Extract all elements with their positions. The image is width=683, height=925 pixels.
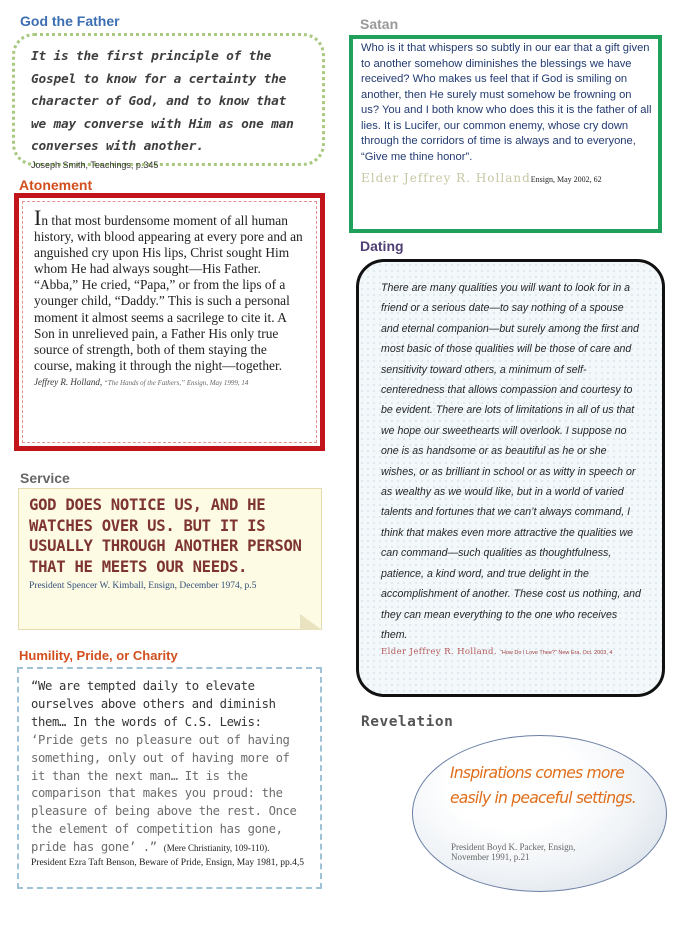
quote-citation: Joseph Smith, Teachings, p.345: [31, 159, 159, 170]
quote-citation: President Spencer W. Kimball, Ensign, December 1974, p.5: [29, 581, 257, 591]
quote-card-service: [18, 488, 322, 630]
page-curl-decoration: [300, 614, 322, 630]
heading-dating: Dating: [360, 238, 404, 254]
heading-satan: Satan: [360, 16, 399, 32]
quote-card-atonement: [14, 193, 325, 451]
quote-citation: [34, 377, 306, 387]
citation-author: Elder Jeffrey R. Holland.: [381, 647, 497, 658]
heading-service: Service: [20, 470, 70, 486]
quote-card-satan: [349, 35, 662, 233]
drop-cap: I: [34, 205, 42, 230]
citation-source: “The Hands of the Fathers,” Ensign, May 1999, 14: [103, 378, 249, 387]
quote-citation: President Ezra Taft Benson, Beware of Pride, Ensign, May 1981, pp.4,5: [31, 858, 305, 869]
citation-author: Jeffrey R. Holland,: [34, 376, 103, 387]
quote-citation: [381, 647, 644, 657]
heading-revelation: Revelation: [361, 714, 454, 730]
quote-text: There are many qualities you will want to look for in a friend or a serious date—to say nothing of a spouse and eternal companion—but surely among the first and most basic of those qualities will be those of care and sensitivity toward others, a minimum of self-centeredness that allows compassion and courtesy to be evident. There are lots of limitations in all of us that we hope our sweethearts will overlook. I suppose no one is as handsome or as beautiful as he or she wishes, or as brilliant in school or as witty in speech or as wealthy as we would like, but in a world of varied talents and fortunes that we can’t always command, I think that makes even more attractive the qualities we can command—such qualities as thoughtfulness, patience, a kind word, and true delight in the accomplishment of another. These cost us nothing, and they can mean everything to the one who receives them.: [381, 282, 641, 641]
quote-card-god-the-father: [12, 33, 325, 170]
quote-text: GOD DOES NOTICE US, AND HE WATCHES OVER US. BUT IT IS USUALLY THROUGH ANOTHER PERSON THAT HE MEETS OUR NEEDS.: [29, 496, 302, 576]
quote-body: n that most burdensome moment of all human history, with blood appearing at every pore and an anguished cry upon His lips, Christ sought Him whom He had always sought—His Father. “Abba,” He cried, “Papa,” or from the lips of a younger child, “Daddy.” This is such a personal moment it almost seems a sacrilege to cite it. A Son in unrelieved pain, a Father His only true source of strength, both of them staying the course, making it through the night—together.: [34, 213, 303, 373]
quote-card-dating: [356, 259, 665, 697]
quote-text: Inspirations comes more easily in peaceful settings.: [450, 764, 636, 807]
quote-citation: [361, 171, 652, 185]
quote-text: It is the first principle of the Gospel to know for a certainty the character of God, and to know that we may converse with Him as one man converses with another.: [31, 49, 294, 154]
heading-atonement: Atonement: [19, 177, 93, 193]
citation-source: Ensign, May 2002, 62: [530, 175, 602, 184]
quote-text: Who is it that whispers so subtly in our ear that a gift given to another somehow diminishes the blessings we have received? Who makes us feel that if God is smiling on another, then He surely must somehow be frowning on us? You and I both know who does this it is the father of all lies. It is Lucifer, our common enemy, whose cry down through the corridors of time is always and to everyone, “Give me thine honor”.: [361, 42, 652, 163]
quote-reference: (Mere Christianity, 109-110).: [163, 843, 270, 854]
quote-intro: “We are tempted daily to elevate ourselves above others and diminish them… In the words of C.S. Lewis:: [31, 679, 276, 729]
quote-lewis: ‘Pride gets no pleasure out of having something, only out of having more of it than the next man… It is the comparison that makes you proud: the pleasure of being above the rest. Once the element of competition has gone, pride has gone’ .”: [31, 732, 297, 855]
citation-source: “How Do I Love Thee?” New Era, Oct. 2003, 4: [500, 650, 613, 657]
quote-citation: President Boyd K. Packer, Ensign, November 1991, p.21: [451, 842, 576, 862]
quote-oval-revelation: [412, 735, 667, 892]
heading-god-the-father: God the Father: [20, 13, 120, 29]
quote-text: [34, 205, 306, 374]
citation-author: Elder Jeffrey R. Holland: [361, 171, 531, 185]
quote-text: [31, 678, 308, 858]
quote-card-humility: [17, 667, 322, 889]
heading-humility-pride-charity: Humility, Pride, or Charity: [19, 648, 178, 663]
